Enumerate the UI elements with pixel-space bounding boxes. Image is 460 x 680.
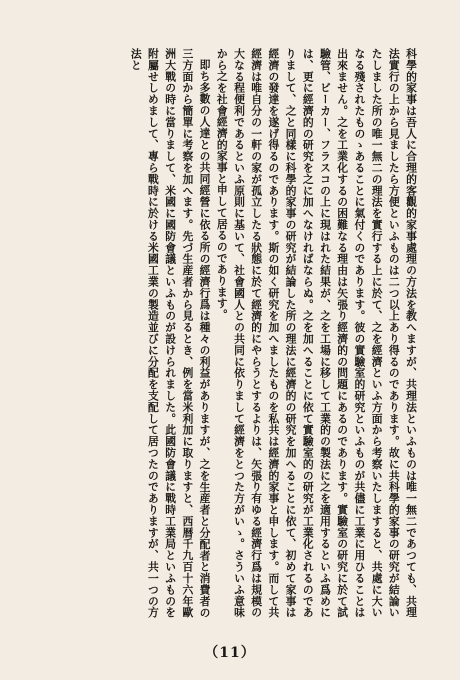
paragraph-1: 科學的家事は吾人に合理的客觀的家事處理の方法を教へますが、共理法といふものは唯一無二であつても、共理法實行の上から見ましたら方便といふものは二つ以上あり得るのであります。故に共科學的家事の研究が結論いたしました所の唯一無二の理法を實行する上に於て、之を經濟といふ方面から考察いたしますると、共處に大いなる殘されたものゝあることに氣付くのであります。彼の實驗室的研究といふものが共儘に工業に用ひることは出來ません。之を工業化するの困難なる理由は矢張り經濟的の問題にあるのであります。實驗室の研究に於て試驗管、ビーカー、フラスコの上に現はれた結果が、之を工場に移して工業的の製法に之を適用するといふ爲めには、更に經濟的の研究を之に加へなければならぬ。之を加へることに依て實驗室的の研究が工業化されるのでありまして、之と同樣に科學的家事の研究が結論した所の理法に經濟的の研究を加へることに依て、初めて家事は經濟の發達を遂げ得るのであります。斯の如く研究を加へましたものを私共は經濟的家事と申します。而して共經濟は唯自分の一軒の家が孤立したる狀態に於て經濟的にやらうとするよりは、矢張り有ゆる經濟行爲は規模の大なる程便利であるといふ原則に基いて、社會國人との共同に依りまして經濟をとつた方がいゝ。さういふ意味から之を社會經濟的家事と申して居るのであります。	[215, 48, 418, 618]
page-number: （11）	[204, 645, 256, 661]
vertical-text-body	[40, 48, 420, 618]
paragraph-2: 即ち多數の人達との共同經營に依る所の經濟行爲は種々の利益がありますが、之を生産者と分配者と消費者の三方面から簡單に考察を加へます。先づ生産者から見るとき、例を當米利加に取りますと、西暦千九百十六年歐洲大戰の時に當りまして、米國に國防會議といふものが設けられました。此國防會議に戰時工業局といふものを附屬せしめまして、專ら戰時に於ける米國工業の製造並びに分配を支配して居つたのでありますが、共一つの方法と	[129, 48, 212, 618]
